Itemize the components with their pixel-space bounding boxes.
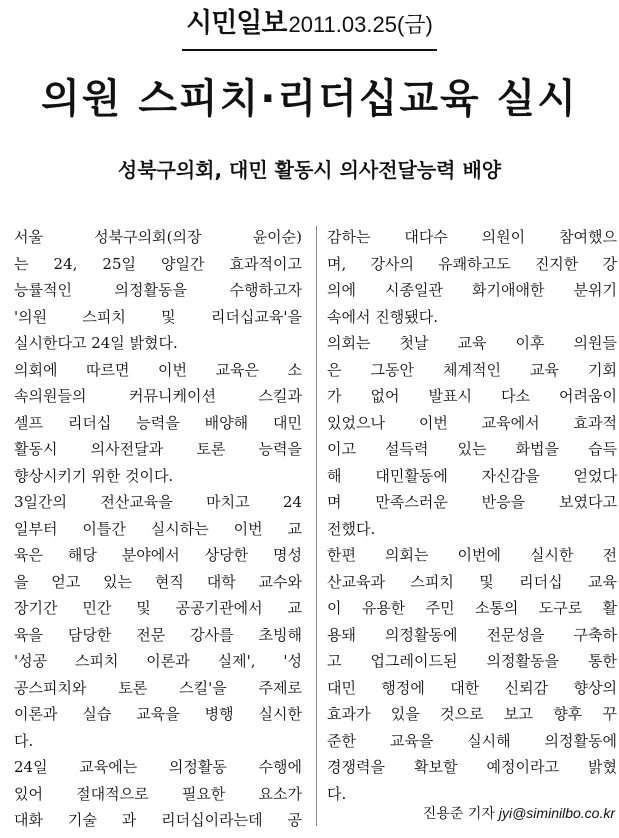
text-line: 한편 의회는 이번에 실시한 전 [327, 546, 617, 564]
masthead [0, 2, 619, 51]
text-line: 장기간 민간 및 공공기관에서 교 [14, 599, 302, 617]
text-line: 대화 기술 과 리더십이라는데 공 [14, 811, 302, 829]
article-subheadline: 성북구의회, 대민 활동시 의사전달능력 배양 [117, 158, 502, 182]
article-byline [370, 800, 615, 827]
text-line: 3일간의 전산교육을 마치고 24 [14, 493, 302, 511]
text-line: 산교육과 스피치 및 리더십 교육 [327, 572, 617, 591]
text-line: 속에서 진행됐다. [327, 307, 438, 326]
text-line: 이론과 실습 교육을 병행 실시한 [14, 705, 302, 723]
text-line: 속의원들의 커뮤니케이션 스킬과 [14, 387, 302, 405]
text-line: 향상시키기 위한 것이다. [14, 466, 174, 485]
text-line: 이 유용한 주민 소통의 도구로 활 [327, 599, 617, 617]
article-column-right [327, 224, 617, 807]
text-line: 을 얻고 있는 현직 대학 교수와 [14, 572, 302, 591]
text-line: 이고 설득력 있는 화법을 습득 [327, 440, 617, 458]
text-line: 의회는 첫날 교육 이후 의원들 [327, 334, 617, 352]
text-line: 셀프 리더십 능력을 배양해 대민 [14, 413, 302, 432]
text-line: 일부터 이틀간 실시하는 이번 교 [14, 519, 302, 538]
masthead-underline [182, 2, 437, 51]
column-divider [316, 226, 317, 826]
text-line: 감하는 대다수 의원이 참여했으 [327, 228, 617, 246]
text-line: 며 만족스러운 반응을 보였다고 [327, 493, 617, 511]
text-line: 용돼 의정활동에 전문성을 구축하 [327, 625, 617, 644]
text-line: 전했다. [327, 519, 376, 538]
text-line: 은 그동안 체계적인 교육 기회 [327, 360, 617, 379]
text-line: 다. [327, 784, 347, 803]
text-line: 있었으나 이번 교육에서 효과적 [327, 413, 617, 432]
text-line: '성공 스피치 이론과 실제', '성 [14, 652, 302, 670]
article-column-left [14, 224, 302, 834]
text-line: 대민 행정에 대한 신뢰감 향상의 [327, 678, 617, 697]
text-line: 는 24, 25일 양일간 효과적이고 [14, 254, 302, 273]
text-line: 24일 교육에는 의정활동 수행에 [14, 758, 302, 776]
text-line: 가 없어 발표시 다소 어려움이 [327, 387, 617, 405]
text-line: 서울 성북구의회(의장 윤이순) [14, 228, 302, 246]
text-line: 준한 교육을 실시해 의정활동에 [327, 731, 617, 750]
text-line: 육을 담당한 전문 강사를 초빙해 [14, 625, 302, 644]
text-line: 며, 강사의 유쾌하고도 진지한 강 [327, 254, 617, 273]
text-line: 효과가 있을 것으로 보고 향후 꾸 [327, 705, 617, 723]
text-line: 해 대민활동에 자신감을 얻었다 [327, 466, 617, 485]
text-line: 경쟁력을 확보할 예정이라고 밝혔 [327, 758, 617, 776]
text-line: 의에 시종일관 화기애애한 분위기 [327, 281, 617, 299]
text-line: 활동시 의사전달과 토론 능력을 [14, 440, 302, 458]
text-line: 다. [14, 731, 34, 750]
reporter-name: 진용준 기자 [422, 806, 495, 822]
text-line: 실시한다고 24일 밝혔다. [14, 334, 178, 352]
text-line: 고 업그레이드된 의정활동을 통한 [327, 652, 617, 670]
text-line: 있어 절대적으로 필요한 요소가 [14, 784, 302, 803]
text-line: 육은 해당 분야에서 상당한 명성 [14, 546, 302, 564]
newspaper-name: 시민일보 [186, 8, 287, 39]
publication-date: 2011.03.25(금) [288, 12, 433, 37]
text-line: 의회에 따르면 이번 교육은 소 [14, 360, 302, 379]
article-headline: 의원 스피치·리더십교육 실시 [41, 76, 578, 122]
text-line: 공스피치와 토론 스킬'을 주제로 [14, 678, 302, 697]
reporter-email: jyi@siminilbo.co.kr [498, 805, 615, 821]
text-line: 능률적인 의정활동을 수행하고자 [14, 281, 302, 299]
text-line: '의원 스피치 및 리더십교육'을 [14, 307, 302, 326]
